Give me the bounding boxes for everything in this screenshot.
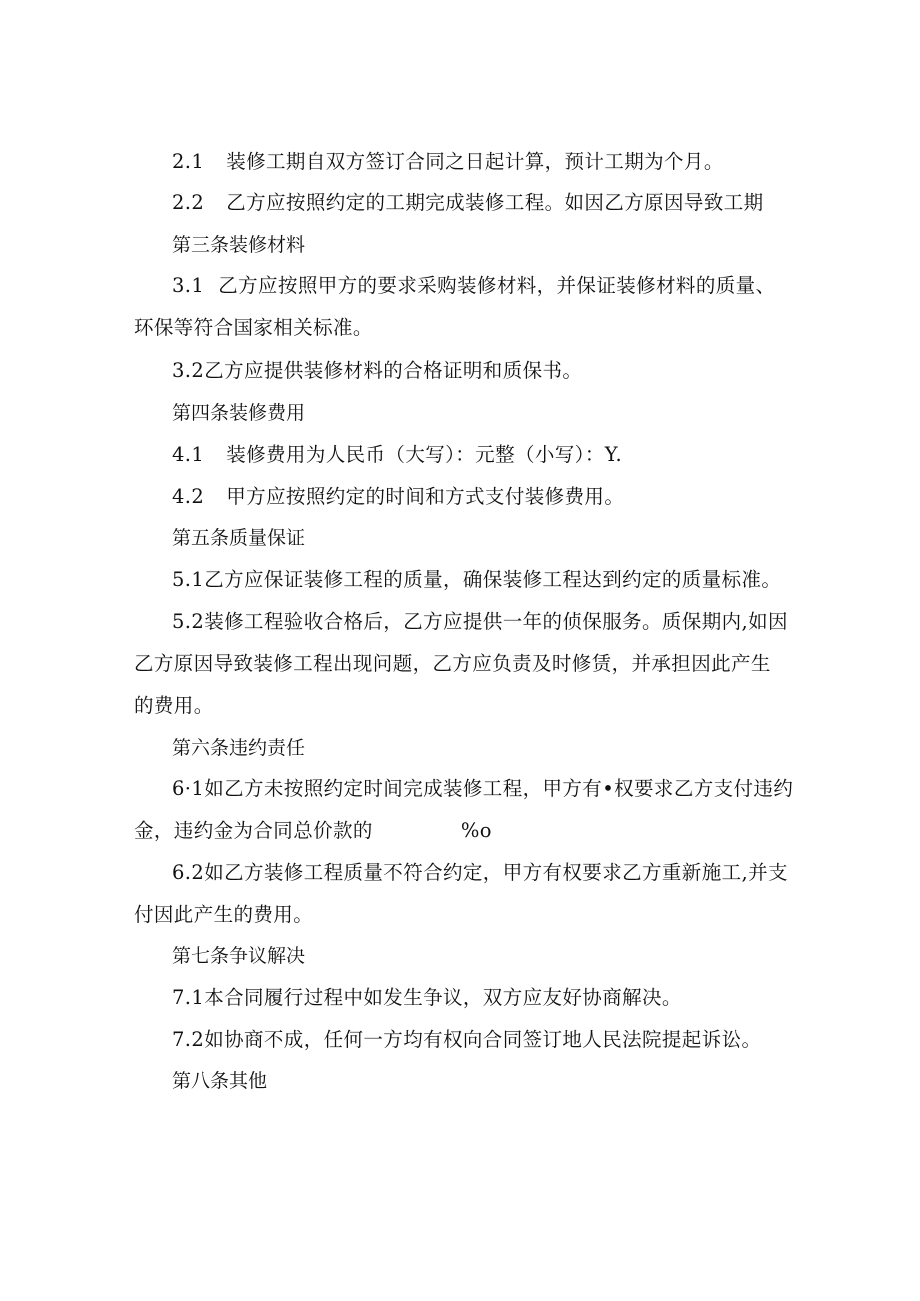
article-8-heading: 第八条其他	[172, 1070, 268, 1092]
clause-2-1	[0, 144, 920, 180]
clause-3-1	[0, 268, 920, 304]
clause-3-1-continued: 环保等符合国家相关标准。	[134, 316, 373, 339]
clause-number: 2.1	[172, 150, 205, 173]
clause-7-1: 7.1本合同履行过程中如发生争议，双方应友好协商解决。	[172, 986, 682, 1009]
clause-number: 3.1	[172, 274, 205, 297]
clause-number: 4.1	[172, 443, 205, 466]
clause-number: 4.2	[172, 485, 205, 508]
article-7-heading: 第七条争议解决	[172, 945, 306, 967]
article-5-heading: 第五条质量保证	[172, 527, 306, 549]
clause-number: 2.2	[172, 191, 205, 214]
clause-text: 乙方应按照甲方的要求采购装修材料，并保证装修材料的质量、	[218, 274, 776, 297]
clause-7-2: 7.2如协商不成，任何一方均有权向合同签订地人民法院提起诉讼。	[172, 1028, 762, 1051]
percent-mark: %o	[460, 819, 492, 842]
clause-4-2	[0, 479, 920, 515]
clause-6-2-continued: 付因此产生的费用。	[134, 903, 314, 926]
clause-5-2-continued: 的费用。	[134, 694, 214, 717]
clause-text: 甲方应按照约定的时间和方式支付装修费用。	[226, 485, 625, 508]
clause-3-2: 3.2乙方应提供装修材料的合格证明和质保书。	[172, 359, 583, 382]
clause-5-2-continued: 乙方原因导致装修工程出现问题，乙方应负责及时修赁，并承担因此产生	[134, 652, 771, 675]
clause-text: 金，违约金为合同总价款的	[134, 819, 373, 842]
clause-text: 装修费用为人民币（大写）：元整（小写）：Y.	[226, 443, 623, 466]
clause-5-1: 5.1乙方应保证装修工程的质量，确保装修工程达到约定的质量标准。	[172, 568, 782, 591]
clause-2-2	[0, 185, 920, 221]
clause-text: 乙方应按照约定的工期完成装修工程。如因乙方原因导致工期	[226, 191, 764, 214]
clause-6-2: 6.2如乙方装修工程质量不符合约定，甲方有权要求乙方重新施工,并支	[172, 861, 788, 884]
clause-5-2: 5.2装修工程验收合格后，乙方应提供一年的侦保服务。质保期内,如因	[172, 610, 788, 633]
clause-6-1-continued	[0, 813, 920, 849]
article-3-heading: 第三条装修材料	[172, 234, 306, 256]
clause-6-1: 6·1如乙方未按照约定时间完成装修工程，甲方有•权要求乙方支付违约	[172, 777, 794, 800]
clause-4-1	[0, 437, 920, 473]
article-4-heading: 第四条装修费用	[172, 402, 306, 424]
article-6-heading: 第六条违约责任	[172, 737, 306, 759]
clause-text: 装修工期自双方签订合同之日起计算，预计工期为个月。	[226, 150, 724, 173]
